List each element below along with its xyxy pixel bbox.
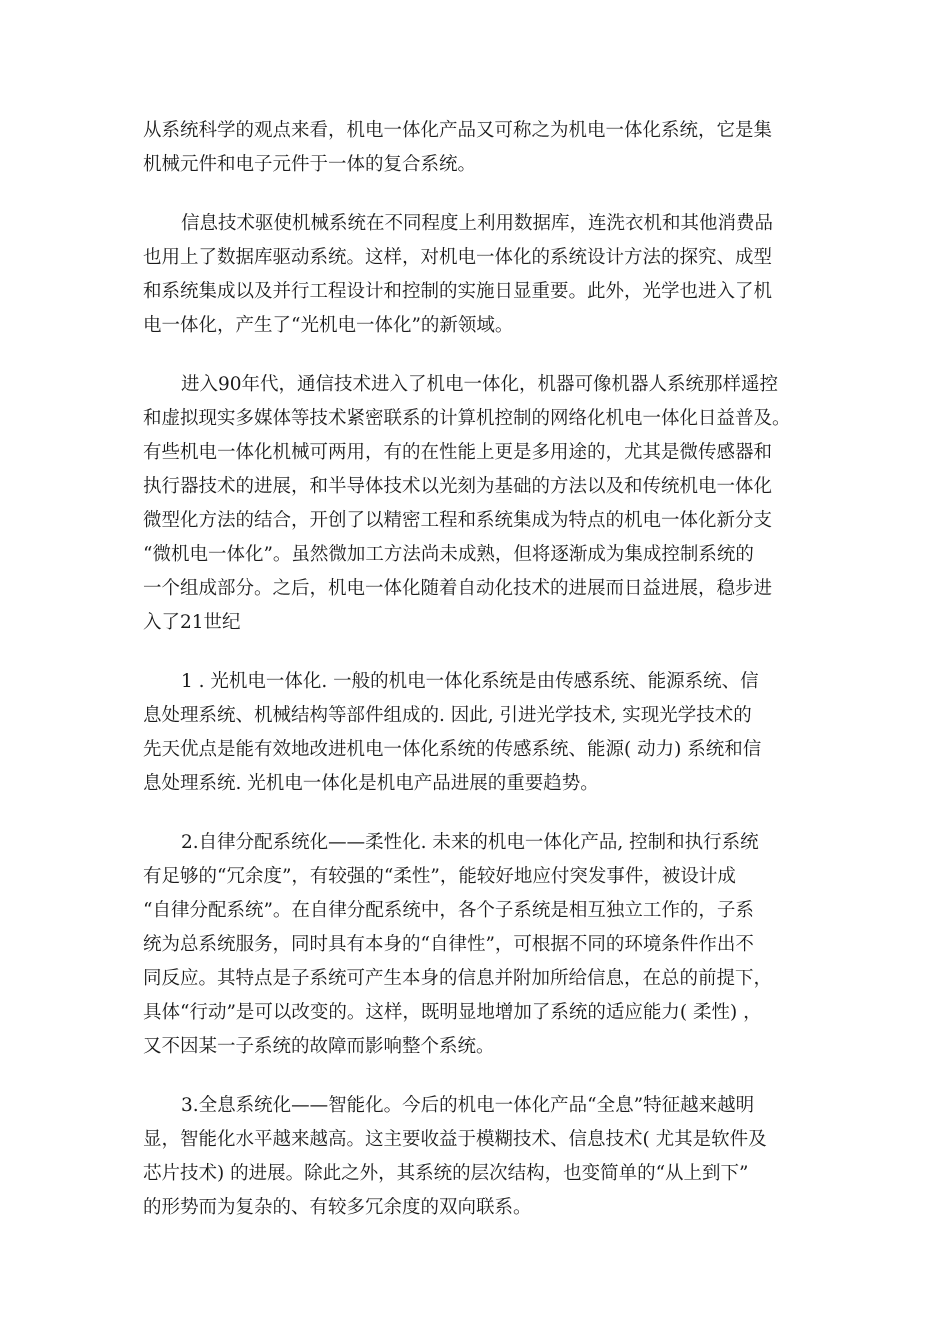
- paragraph-opto-mechatronics: 1 . 光机电一体化. 一般的机电一体化系统是由传感系统、能源系统、信 息处理系统、机械结构等部件组成的. 因此, 引进光学技术, 实现光学技术的 先天优点是能有效地改进机电一体化系统的传感系统、能源( 动力) 系统和信 息处理系统. 光机电一体化是机电产品进展的重要趋势。: [143, 671, 762, 794]
- paragraph-nineties-communication: 进入90年代，通信技术进入了机电一体化，机器可像机器人系统那样遥控 和虚拟现实多媒体等技术紧密联系的计算机控制的网络化机电一体化日益普及。 有些机电一体化机械可两用，有的在性能上更是多用途的，尤其是微传感器和 执行器技术的进展，和半导体技术以光刻为基础的方法以及和传统机电一体化 微型化方法的结合，开创了以精密工程和系统集成为特点的机电一体化新分支 “微机电一体化”。虽然微加工方法尚未成熟，但将逐渐成为集成控制系统的 一个组成部分。之后，机电一体化随着自动化技术的进展而日益进展，稳步进 入了21世纪: [143, 374, 791, 633]
- paragraph-autonomous-distributed: 2.自律分配系统化——柔性化. 未来的机电一体化产品, 控制和执行系统 有足够的“冗余度”，有较强的“柔性”，能较好地应付突发事件，被设计成 “自律分配系统”。在自律分配系统中，各个子系统是相互独立工作的，子系 统为总系统服务，同时具有本身的“自律性”，可根据不同的环境条件作出不 同反应。其特点是子系统可产生本身的信息并附加所给信息，在总的前提下， 具体“行动”是可以改变的。这样，既明显地增加了系统的适应能力( 柔性) ， 又不因某一子系统的故障而影响整个系统。: [143, 832, 773, 1057]
- paragraph-information-technology: 信息技术驱使机械系统在不同程度上利用数据库，连洗衣机和其他消费品 也用上了数据库驱动系统。这样，对机电一体化的系统设计方法的探究、成型 和系统集成以及并行工程设计和控制的实施日显重要。此外，光学也进入了机 电一体化，产生了“光机电一体化”的新领域。: [143, 213, 774, 336]
- paragraph-holographic-intelligent: 3.全息系统化——智能化。今后的机电一体化产品“全息”特征越来越明 显，智能化水平越来越高。这主要收益于模糊技术、信息技术( 尤其是软件及 芯片技术) 的进展。除此之外，其系统的层次结构，也变简单的“从上到下” 的形势而为复杂的、有较多冗余度的双向联系。: [143, 1095, 767, 1218]
- paragraph-systems-view: 从系统科学的观点来看，机电一体化产品又可称之为机电一体化系统，它是集 机械元件和电子元件于一体的复合系统。: [143, 120, 773, 175]
- document-page: [143, 114, 811, 1250]
